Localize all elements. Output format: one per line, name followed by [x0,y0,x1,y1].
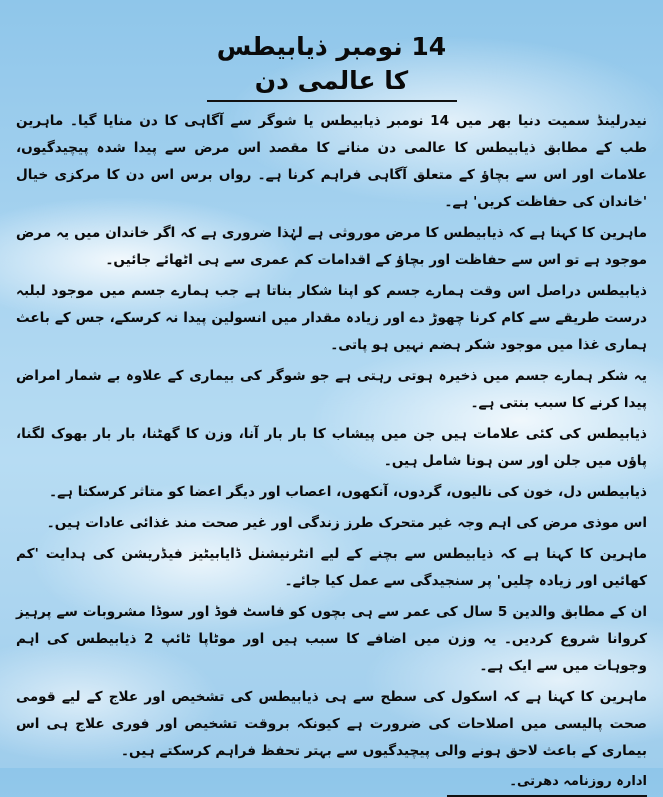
paragraph-6: ذیابیطس دل، خون کی نالیوں، گردوں، آنکھوں، اعصاب اور دیگر اعضا کو متاثر کرسکتا ہے۔ [49,484,647,500]
paragraph-10: ماہرین کا کہنا ہے کہ اسکول کی سطح سے ہی ذیابیطس کی تشخیص اور علاج کے لیے قومی صحت پالیسی میں اصلاحات کی ضرورت ہے کیونکہ بروقت تشخیص اور فوری علاج ہی اس بیماری کے باعث لاحق ہونے والی پیچیدگیوں سے بہتر تحفظ فراہم کرسکتے ہیں۔ [16,689,647,759]
article-body [16,108,647,765]
paragraph-2: ماہرین کا کہنا ہے کہ ذیابیطس کا مرض موروثی ہے لہٰذا ضروری ہے کہ اگر خاندان میں یہ مرض موجود ہے تو اس سے حفاظت اور بچاؤ کے اقدامات کم عمری سے ہی اٹھائے جائیں۔ [16,225,647,268]
paragraph-8: ماہرین کا کہنا ہے کہ ذیابیطس سے بچنے کے لیے انٹرنیشنل ڈایابیٹیز فیڈریشن کی ہدایت 'کم کھائیں اور زیادہ چلیں' پر سنجیدگی سے عمل کیا جائے۔ [16,546,647,589]
paragraph-9: ان کے مطابق والدین 5 سال کی عمر سے ہی بچوں کو فاسٹ فوڈ اور سوڈا مشروبات سے پرہیز کروانا شروع کردیں۔ یہ وزن میں اضافے کا سبب ہیں اور موٹاپا ٹائپ 2 ذیابیطس کی اہم وجوہات میں سے ایک ہے۔ [16,604,648,674]
paragraph-5: ذیابیطس کی کئی علامات ہیں جن میں پیشاب کا بار بار آنا، وزن کا گھٹنا، بار بار بھوک لگنا، پاؤں میں جلن اور سن ہونا شامل ہیں۔ [16,426,647,469]
paragraph-1: نیدرلینڈ سمیت دنیا بھر میں 14 نومبر ذیابیطس یا شوگر سے آگاہی کا دن منایا گیا۔ ماہرین طب کے مطابق ذیابیطس کا عالمی دن منانے کا مقصد اس مرض سے پیدا شدہ پیچیدگیوں، علامات اور اس سے بچاؤ کے متعلق آگاہی فراہم کرنا ہے۔ رواں برس اس دن کا مرکزی خیال 'خاندان کی حفاظت کریں' ہے۔ [16,113,647,210]
article-title: 14 نومبر ذیابیطس کا عالمی دن [207,30,457,102]
publisher-signature: ادارہ روزنامہ دھرتی۔ [447,769,647,797]
paragraph-4: یہ شکر ہمارے جسم میں ذخیرہ ہوتی رہتی ہے جو شوگر کی بیماری کے علاوہ بے شمار امراض پیدا کرنے کا سبب بنتی ہے۔ [16,368,647,411]
paragraph-7: اس موذی مرض کی اہم وجہ غیر متحرک طرز زندگی اور غیر صحت مند غذائی عادات ہیں۔ [46,515,647,531]
paragraph-3: ذیابیطس دراصل اس وقت ہمارے جسم کو اپنا شکار بناتا ہے جب ہمارے جسم میں موجود لبلبہ درست طریقے سے کام کرنا چھوڑ دے اور زیادہ مقدار میں انسولین پیدا نہ کرسکے، جس کے باعث ہماری غذا میں موجود شکر ہضم نہیں ہو پاتی۔ [16,283,647,353]
